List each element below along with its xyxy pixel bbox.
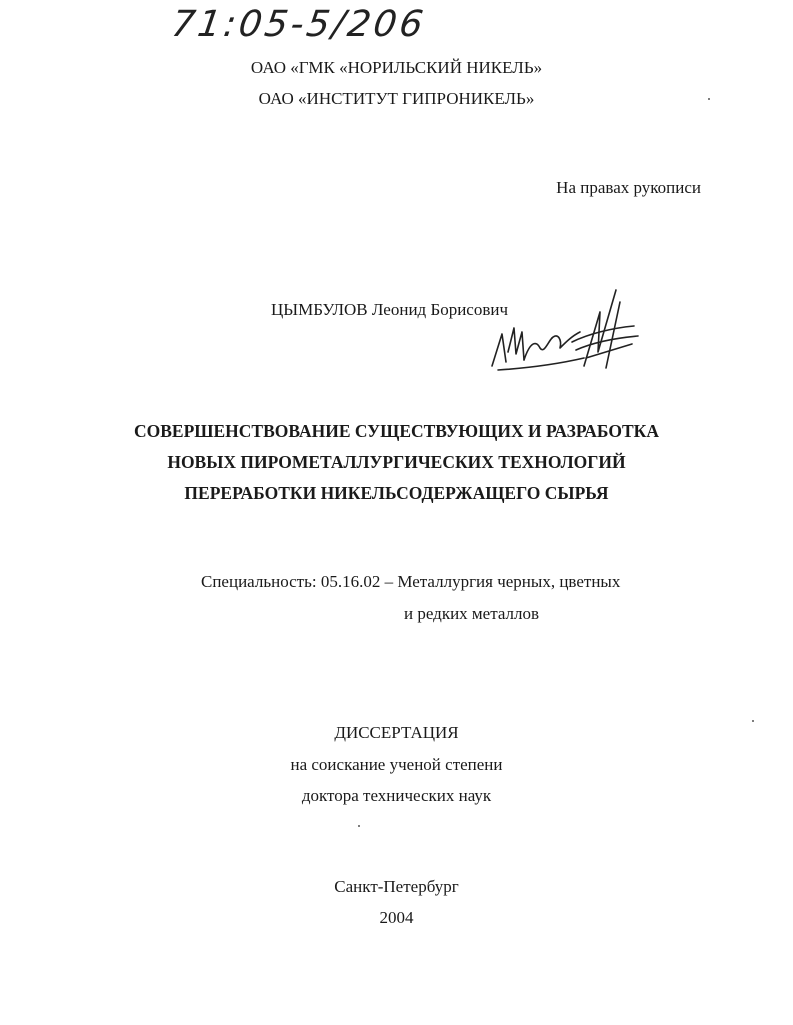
dissertation-type: ДИССЕРТАЦИЯ [334, 723, 459, 742]
rights-notice: На правах рукописи [556, 178, 701, 197]
specialty-line-2: и редких металлов [404, 604, 540, 623]
scan-speck [708, 98, 710, 100]
author-name: ЦЫМБУЛОВ Леонид Борисович [271, 300, 509, 319]
dissertation-degree-line-1: на соискание ученой степени [290, 755, 503, 774]
dissertation-title-line-3: ПЕРЕРАБОТКИ НИКЕЛЬСОДЕРЖАЩЕГО СЫРЬЯ [184, 483, 609, 503]
scan-speck [752, 720, 754, 722]
dissertation-title-line-2: НОВЫХ ПИРОМЕТАЛЛУРГИЧЕСКИХ ТЕХНОЛОГИЙ [167, 452, 626, 472]
organization-line-1: ОАО «ГМК «НОРИЛЬСКИЙ НИКЕЛЬ» [250, 58, 543, 77]
organization-line-2: ОАО «ИНСТИТУТ ГИПРОНИКЕЛЬ» [258, 89, 535, 108]
specialty-line-1: Специальность: 05.16.02 – Металлургия черных, цветных [201, 572, 621, 591]
year: 2004 [379, 908, 414, 927]
scan-speck [358, 825, 360, 827]
dissertation-title-line-1: СОВЕРШЕНСТВОВАНИЕ СУЩЕСТВУЮЩИХ И РАЗРАБОТКА [134, 421, 659, 441]
archive-code-handwritten: 71:05-5/206 [169, 4, 429, 45]
dissertation-degree-line-2: доктора технических наук [301, 786, 492, 805]
signature-image [488, 282, 648, 382]
city: Санкт-Петербург [334, 877, 459, 896]
